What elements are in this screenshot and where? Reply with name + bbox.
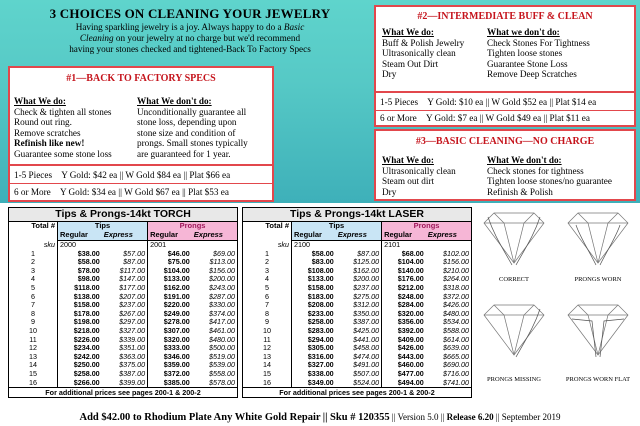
cell-prongs: $284.00 xyxy=(382,301,426,310)
cell-tips: $399.00 xyxy=(119,377,146,387)
cell-prongs: $156.00 xyxy=(443,257,469,267)
cell-prongs: $443.00 xyxy=(382,353,426,362)
cell-prongs: $477.00 xyxy=(382,370,426,379)
cell-qty: 6 xyxy=(31,291,35,301)
col-prongs: Prongs xyxy=(382,222,471,231)
option2-dont xyxy=(487,27,632,80)
footer-version: Version 5.0 xyxy=(397,412,439,422)
cell-tips: $258.00 xyxy=(292,318,336,327)
cell-qty: 3 xyxy=(31,265,35,275)
col-express: Express xyxy=(336,231,382,241)
option1-dont xyxy=(137,96,272,160)
cell-tips: $133.00 xyxy=(292,275,336,284)
cell-prongs: $426.00 xyxy=(382,344,426,353)
page-footer: Add $42.00 to Rhodium Plate Any White Gold Repair || Sku # 120355 || Version 5.0 || Release 6.20 || September 2019 xyxy=(79,412,561,423)
cell-prongs: $243.00 xyxy=(209,282,235,292)
cell-tips: $125.00 xyxy=(353,257,380,267)
cell-prongs: $320.00 xyxy=(382,310,426,319)
cell-prongs: $104.00 xyxy=(148,267,192,276)
cell-prongs: $359.00 xyxy=(148,361,192,370)
option1-prices xyxy=(8,164,274,202)
cell-prongs: $113.00 xyxy=(209,257,235,267)
cell-qty: 11 xyxy=(29,334,37,344)
cell-prongs: $372.00 xyxy=(148,370,192,379)
cell-tips: $312.00 xyxy=(353,300,380,310)
cell-prongs: $356.00 xyxy=(382,318,426,327)
col-regular: Regular xyxy=(382,231,426,241)
cell-prongs: $69.00 xyxy=(213,248,235,258)
option3-dont xyxy=(487,155,635,197)
cell-tips: $441.00 xyxy=(353,334,380,344)
cell-tips: $117.00 xyxy=(119,265,146,275)
cell-tips: $158.00 xyxy=(58,301,102,310)
cell-prongs: $68.00 xyxy=(382,250,426,259)
col-express: Express xyxy=(192,231,237,241)
option2-do-heading: What We do: xyxy=(382,27,434,37)
list-item: Steam out dirt xyxy=(382,176,435,187)
cell-tips: $491.00 xyxy=(353,360,380,370)
cell-qty: 1 xyxy=(265,248,269,258)
option2-do xyxy=(382,27,492,80)
option3-title: #3—BASIC CLEANING—NO CHARGE xyxy=(415,136,595,147)
list-item: Dry xyxy=(382,69,397,80)
cell-prongs: $665.00 xyxy=(443,351,469,361)
cell-prongs: $690.00 xyxy=(443,360,469,370)
cell-qty: 16 xyxy=(263,377,271,387)
cell-qty: 15 xyxy=(29,368,37,378)
cell-tips: $350.00 xyxy=(353,308,380,318)
cell-tips: $98.00 xyxy=(58,275,102,284)
cell-tips: $363.00 xyxy=(119,351,146,361)
cell-prongs: $461.00 xyxy=(209,325,235,335)
cell-tips: $162.00 xyxy=(353,265,380,275)
cell-qty: 7 xyxy=(31,300,35,310)
option3-do-heading: What We do: xyxy=(382,155,434,165)
option1-title: #1—BACK TO FACTORY SPECS xyxy=(66,73,216,84)
cell-tips: $338.00 xyxy=(292,370,336,379)
list-item: Remove Deep Scratches xyxy=(487,69,577,80)
cell-prongs: $212.00 xyxy=(382,284,426,293)
cell-tips: $266.00 xyxy=(58,379,102,388)
list-item: stone size and condition of xyxy=(137,127,236,138)
cell-tips: $258.00 xyxy=(58,370,102,379)
cell-tips: $218.00 xyxy=(58,327,102,336)
caption-prongs-worn: PRONGS WORN xyxy=(574,276,622,283)
cell-prongs: $140.00 xyxy=(382,267,426,276)
cell-tips: $305.00 xyxy=(292,344,336,353)
cell-tips: $87.00 xyxy=(123,257,146,267)
cell-prongs: $330.00 xyxy=(209,300,235,310)
cell-prongs: $333.00 xyxy=(148,344,192,353)
torch-title: Tips & Prongs-14kt TORCH xyxy=(9,208,237,222)
cell-prongs: $287.00 xyxy=(209,291,235,301)
col-regular: Regular xyxy=(58,231,102,241)
cell-tips: $198.00 xyxy=(58,318,102,327)
cell-prongs: $200.00 xyxy=(209,274,235,284)
cell-prongs: $191.00 xyxy=(148,293,192,302)
cell-tips: $234.00 xyxy=(58,344,102,353)
cell-tips: $507.00 xyxy=(353,368,380,378)
cell-prongs: $539.00 xyxy=(209,360,235,370)
option2-prices xyxy=(374,91,636,127)
cell-qty: 8 xyxy=(265,308,269,318)
cell-tips: $200.00 xyxy=(353,274,380,284)
cell-qty: 2 xyxy=(31,257,35,267)
col-tips: Tips xyxy=(58,222,148,231)
cell-tips: $83.00 xyxy=(292,258,336,267)
cell-tips: $474.00 xyxy=(353,351,380,361)
cell-prongs: $176.00 xyxy=(382,275,426,284)
option2-title: #2—INTERMEDIATE BUFF & CLEAN xyxy=(417,11,593,22)
cell-prongs: $346.00 xyxy=(148,353,192,362)
cell-prongs: $320.00 xyxy=(148,336,192,345)
cell-qty: 14 xyxy=(29,360,37,370)
cell-tips: $297.00 xyxy=(119,317,146,327)
cell-prongs: $46.00 xyxy=(148,250,192,259)
cell-qty: 6 xyxy=(265,291,269,301)
sku-prongs: 2101 xyxy=(382,241,471,250)
diamond-prongs-missing-icon xyxy=(484,305,544,357)
cell-tips: $327.00 xyxy=(292,361,336,370)
list-item: Dry xyxy=(382,186,397,197)
cell-tips: $78.00 xyxy=(58,267,102,276)
cell-prongs: $210.00 xyxy=(443,265,469,275)
torch-footer: For additional prices see pages 200-1 & 200-2 xyxy=(9,387,237,397)
option3-do xyxy=(382,155,492,197)
list-item: Tighten loose stones xyxy=(487,48,563,59)
cell-prongs: $75.00 xyxy=(148,258,192,267)
list-item: Buff & Polish Jewelry xyxy=(382,37,465,48)
cell-tips: $458.00 xyxy=(353,343,380,353)
price-row: 1-5 Pieces Y Gold: $10 ea || W Gold $52 ea || Plat $14 ea xyxy=(380,97,597,107)
cell-tips: $208.00 xyxy=(292,301,336,310)
cell-tips: $425.00 xyxy=(353,325,380,335)
intro xyxy=(30,6,350,55)
cell-prongs: $716.00 xyxy=(443,368,469,378)
cell-prongs: $278.00 xyxy=(148,318,192,327)
cell-prongs: $385.00 xyxy=(148,379,192,388)
cell-prongs: $318.00 xyxy=(443,282,469,292)
cell-prongs: $588.00 xyxy=(443,325,469,335)
list-item: are guaranteed for 1 year. xyxy=(137,148,231,159)
col-total: Total # xyxy=(31,221,55,231)
diamond-prongs-worn-icon xyxy=(568,213,628,265)
cell-prongs: $614.00 xyxy=(443,334,469,344)
cell-tips: $250.00 xyxy=(58,361,102,370)
sku-tips: 2000 xyxy=(58,241,148,250)
cell-prongs: $494.00 xyxy=(382,379,426,388)
cell-tips: $87.00 xyxy=(357,248,380,258)
cell-prongs: $102.00 xyxy=(443,248,469,258)
cell-qty: 13 xyxy=(263,351,271,361)
cell-tips: $316.00 xyxy=(292,353,336,362)
cell-tips: $58.00 xyxy=(58,258,102,267)
cell-prongs: $307.00 xyxy=(148,327,192,336)
list-item: Guarantee some stone loss xyxy=(14,148,112,159)
cell-tips: $339.00 xyxy=(119,334,146,344)
cell-qty: 12 xyxy=(29,343,37,353)
cell-tips: $524.00 xyxy=(353,377,380,387)
cell-tips: $158.00 xyxy=(292,284,336,293)
cell-tips: $108.00 xyxy=(292,267,336,276)
list-item: Check stones for tightness xyxy=(487,165,584,176)
list-item: stone loss, depending upon xyxy=(137,117,237,128)
cell-qty: 13 xyxy=(29,351,37,361)
cell-qty: 1 xyxy=(31,248,35,258)
col-total: Total # xyxy=(265,221,289,231)
cell-tips: $294.00 xyxy=(292,336,336,345)
cell-qty: 4 xyxy=(31,274,35,284)
list-item: Refinish like new! xyxy=(14,138,85,149)
cell-prongs: $417.00 xyxy=(209,317,235,327)
list-item: Tighten loose stones/no guarantee xyxy=(487,176,612,187)
cell-prongs: $519.00 xyxy=(209,351,235,361)
list-item: Ultrasonically clean xyxy=(382,165,456,176)
cell-prongs: $534.00 xyxy=(443,317,469,327)
option1-do-heading: What We do: xyxy=(14,96,66,106)
cell-tips: $387.00 xyxy=(353,317,380,327)
cell-prongs: $264.00 xyxy=(443,274,469,284)
cell-qty: 9 xyxy=(31,317,35,327)
cell-qty: 8 xyxy=(31,308,35,318)
list-item: Refinish & Polish xyxy=(487,186,553,197)
cell-prongs: $249.00 xyxy=(148,310,192,319)
footer-release: Release 6.20 xyxy=(446,412,494,422)
cell-tips: $275.00 xyxy=(353,291,380,301)
cell-prongs: $578.00 xyxy=(209,377,235,387)
cell-tips: $349.00 xyxy=(292,379,336,388)
col-prongs: Prongs xyxy=(148,222,237,231)
cell-prongs: $104.00 xyxy=(382,258,426,267)
col-regular: Regular xyxy=(148,231,192,241)
cell-tips: $351.00 xyxy=(119,343,146,353)
laser-table xyxy=(242,207,472,398)
cell-prongs: $220.00 xyxy=(148,301,192,310)
cell-tips: $177.00 xyxy=(119,282,146,292)
cell-prongs: $162.00 xyxy=(148,284,192,293)
cell-qty: 4 xyxy=(265,274,269,284)
sku-tips: 2100 xyxy=(292,241,382,250)
diamond-correct-icon xyxy=(484,213,544,265)
cell-qty: 11 xyxy=(263,334,271,344)
cell-qty: 7 xyxy=(265,300,269,310)
footer-date: September 2019 xyxy=(501,412,561,422)
caption-prongs-worn-flat: PRONGS WORN FLAT xyxy=(565,376,631,383)
cell-qty: 10 xyxy=(263,325,271,335)
cell-tips: $118.00 xyxy=(58,284,102,293)
cell-prongs: $480.00 xyxy=(209,334,235,344)
cell-qty: 2 xyxy=(265,257,269,267)
footer-main: Add $42.00 to Rhodium Plate Any White Gold Repair xyxy=(79,412,321,423)
cell-tips: $375.00 xyxy=(119,360,146,370)
cell-qty: 9 xyxy=(265,317,269,327)
cell-qty: 5 xyxy=(265,282,269,292)
option3-dont-heading: What We don't do: xyxy=(487,155,562,165)
cell-tips: $58.00 xyxy=(292,250,336,259)
cell-prongs: $392.00 xyxy=(382,327,426,336)
cell-tips: $147.00 xyxy=(119,274,146,284)
intro-text: Having sparkling jewelry is a joy. Always happy to do a Basic Cleaning on your jewelry at no charge but we'd recommend having your stones checked and tightened-Back To Factory Specs xyxy=(69,22,311,54)
cell-tips: $178.00 xyxy=(58,310,102,319)
caption-correct: CORRECT xyxy=(499,276,529,283)
sku-label: sku xyxy=(277,239,289,249)
cell-tips: $283.00 xyxy=(292,327,336,336)
col-regular: Regular xyxy=(292,231,336,241)
cell-tips: $138.00 xyxy=(58,293,102,302)
cell-qty: 15 xyxy=(263,368,271,378)
cell-prongs: $372.00 xyxy=(443,291,469,301)
cell-tips: $57.00 xyxy=(123,248,146,258)
cell-qty: 16 xyxy=(29,377,37,387)
caption-prongs-missing: PRONGS MISSING xyxy=(487,376,541,383)
option2-dont-heading: What we don't do: xyxy=(487,27,560,37)
sku-label: sku xyxy=(43,239,55,249)
col-express: Express xyxy=(102,231,148,241)
cell-tips: $233.00 xyxy=(292,310,336,319)
diamond-prongs-worn-flat-icon xyxy=(568,305,628,357)
list-item: Remove scratches xyxy=(14,127,81,138)
cell-prongs: $133.00 xyxy=(148,275,192,284)
cell-tips: $267.00 xyxy=(119,308,146,318)
cell-prongs: $639.00 xyxy=(443,343,469,353)
cell-tips: $226.00 xyxy=(58,336,102,345)
cell-qty: 14 xyxy=(263,360,271,370)
cell-tips: $207.00 xyxy=(119,291,146,301)
cell-prongs: $558.00 xyxy=(209,368,235,378)
list-item: Steam Out Dirt xyxy=(382,58,439,69)
page-title: 3 CHOICES ON CLEANING YOUR JEWELRY xyxy=(49,6,331,21)
cell-prongs: $500.00 xyxy=(209,343,235,353)
cell-prongs: $248.00 xyxy=(382,293,426,302)
table-row xyxy=(243,379,471,388)
price-row: 6 or More Y Gold: $7 ea || W Gold $49 ea || Plat $11 ea xyxy=(380,113,590,123)
option1-do xyxy=(14,96,134,160)
list-item: Check & tighten all stones xyxy=(14,106,112,117)
cell-prongs: $374.00 xyxy=(209,308,235,318)
cell-qty: 12 xyxy=(263,343,271,353)
laser-footer: For additional prices see pages 200-1 & 200-2 xyxy=(243,387,471,397)
list-item: Guarantee Stone Loss xyxy=(487,58,568,69)
cell-tips: $237.00 xyxy=(119,300,146,310)
table-row xyxy=(9,379,237,388)
cell-qty: 5 xyxy=(31,282,35,292)
torch-table xyxy=(8,207,238,398)
sku-prongs: 2001 xyxy=(148,241,237,250)
cell-qty: 3 xyxy=(265,265,269,275)
col-express: Express xyxy=(426,231,471,241)
cell-tips: $387.00 xyxy=(119,368,146,378)
cell-qty: 10 xyxy=(29,325,37,335)
cell-prongs: $460.00 xyxy=(382,361,426,370)
list-item: Unconditionally guarantee all xyxy=(137,106,247,117)
cell-tips: $38.00 xyxy=(58,250,102,259)
cell-tips: $183.00 xyxy=(292,293,336,302)
option1-dont-heading: What We don't do: xyxy=(137,96,212,106)
list-item: prongs. Small stones typically xyxy=(137,138,248,149)
cell-tips: $242.00 xyxy=(58,353,102,362)
cell-prongs: $480.00 xyxy=(443,308,469,318)
price-row: 6 or More Y Gold: $34 ea || W Gold $67 ea || Plat $53 ea xyxy=(14,187,229,197)
footer-sku: Sku # 120355 xyxy=(330,412,390,423)
col-tips: Tips xyxy=(292,222,382,231)
list-item: Round out ring. xyxy=(14,117,72,128)
laser-title: Tips & Prongs-14kt LASER xyxy=(243,208,471,222)
price-row: 1-5 Pieces Y Gold: $42 ea || W Gold $84 ea || Plat $66 ea xyxy=(14,170,231,180)
cell-prongs: $156.00 xyxy=(209,265,235,275)
list-item: Check Stones For Tightness xyxy=(487,37,590,48)
list-item: Ultrasonically clean xyxy=(382,48,456,59)
cell-prongs: $409.00 xyxy=(382,336,426,345)
cell-tips: $237.00 xyxy=(353,282,380,292)
cell-prongs: $741.00 xyxy=(443,377,469,387)
cell-prongs: $426.00 xyxy=(443,300,469,310)
cell-tips: $327.00 xyxy=(119,325,146,335)
